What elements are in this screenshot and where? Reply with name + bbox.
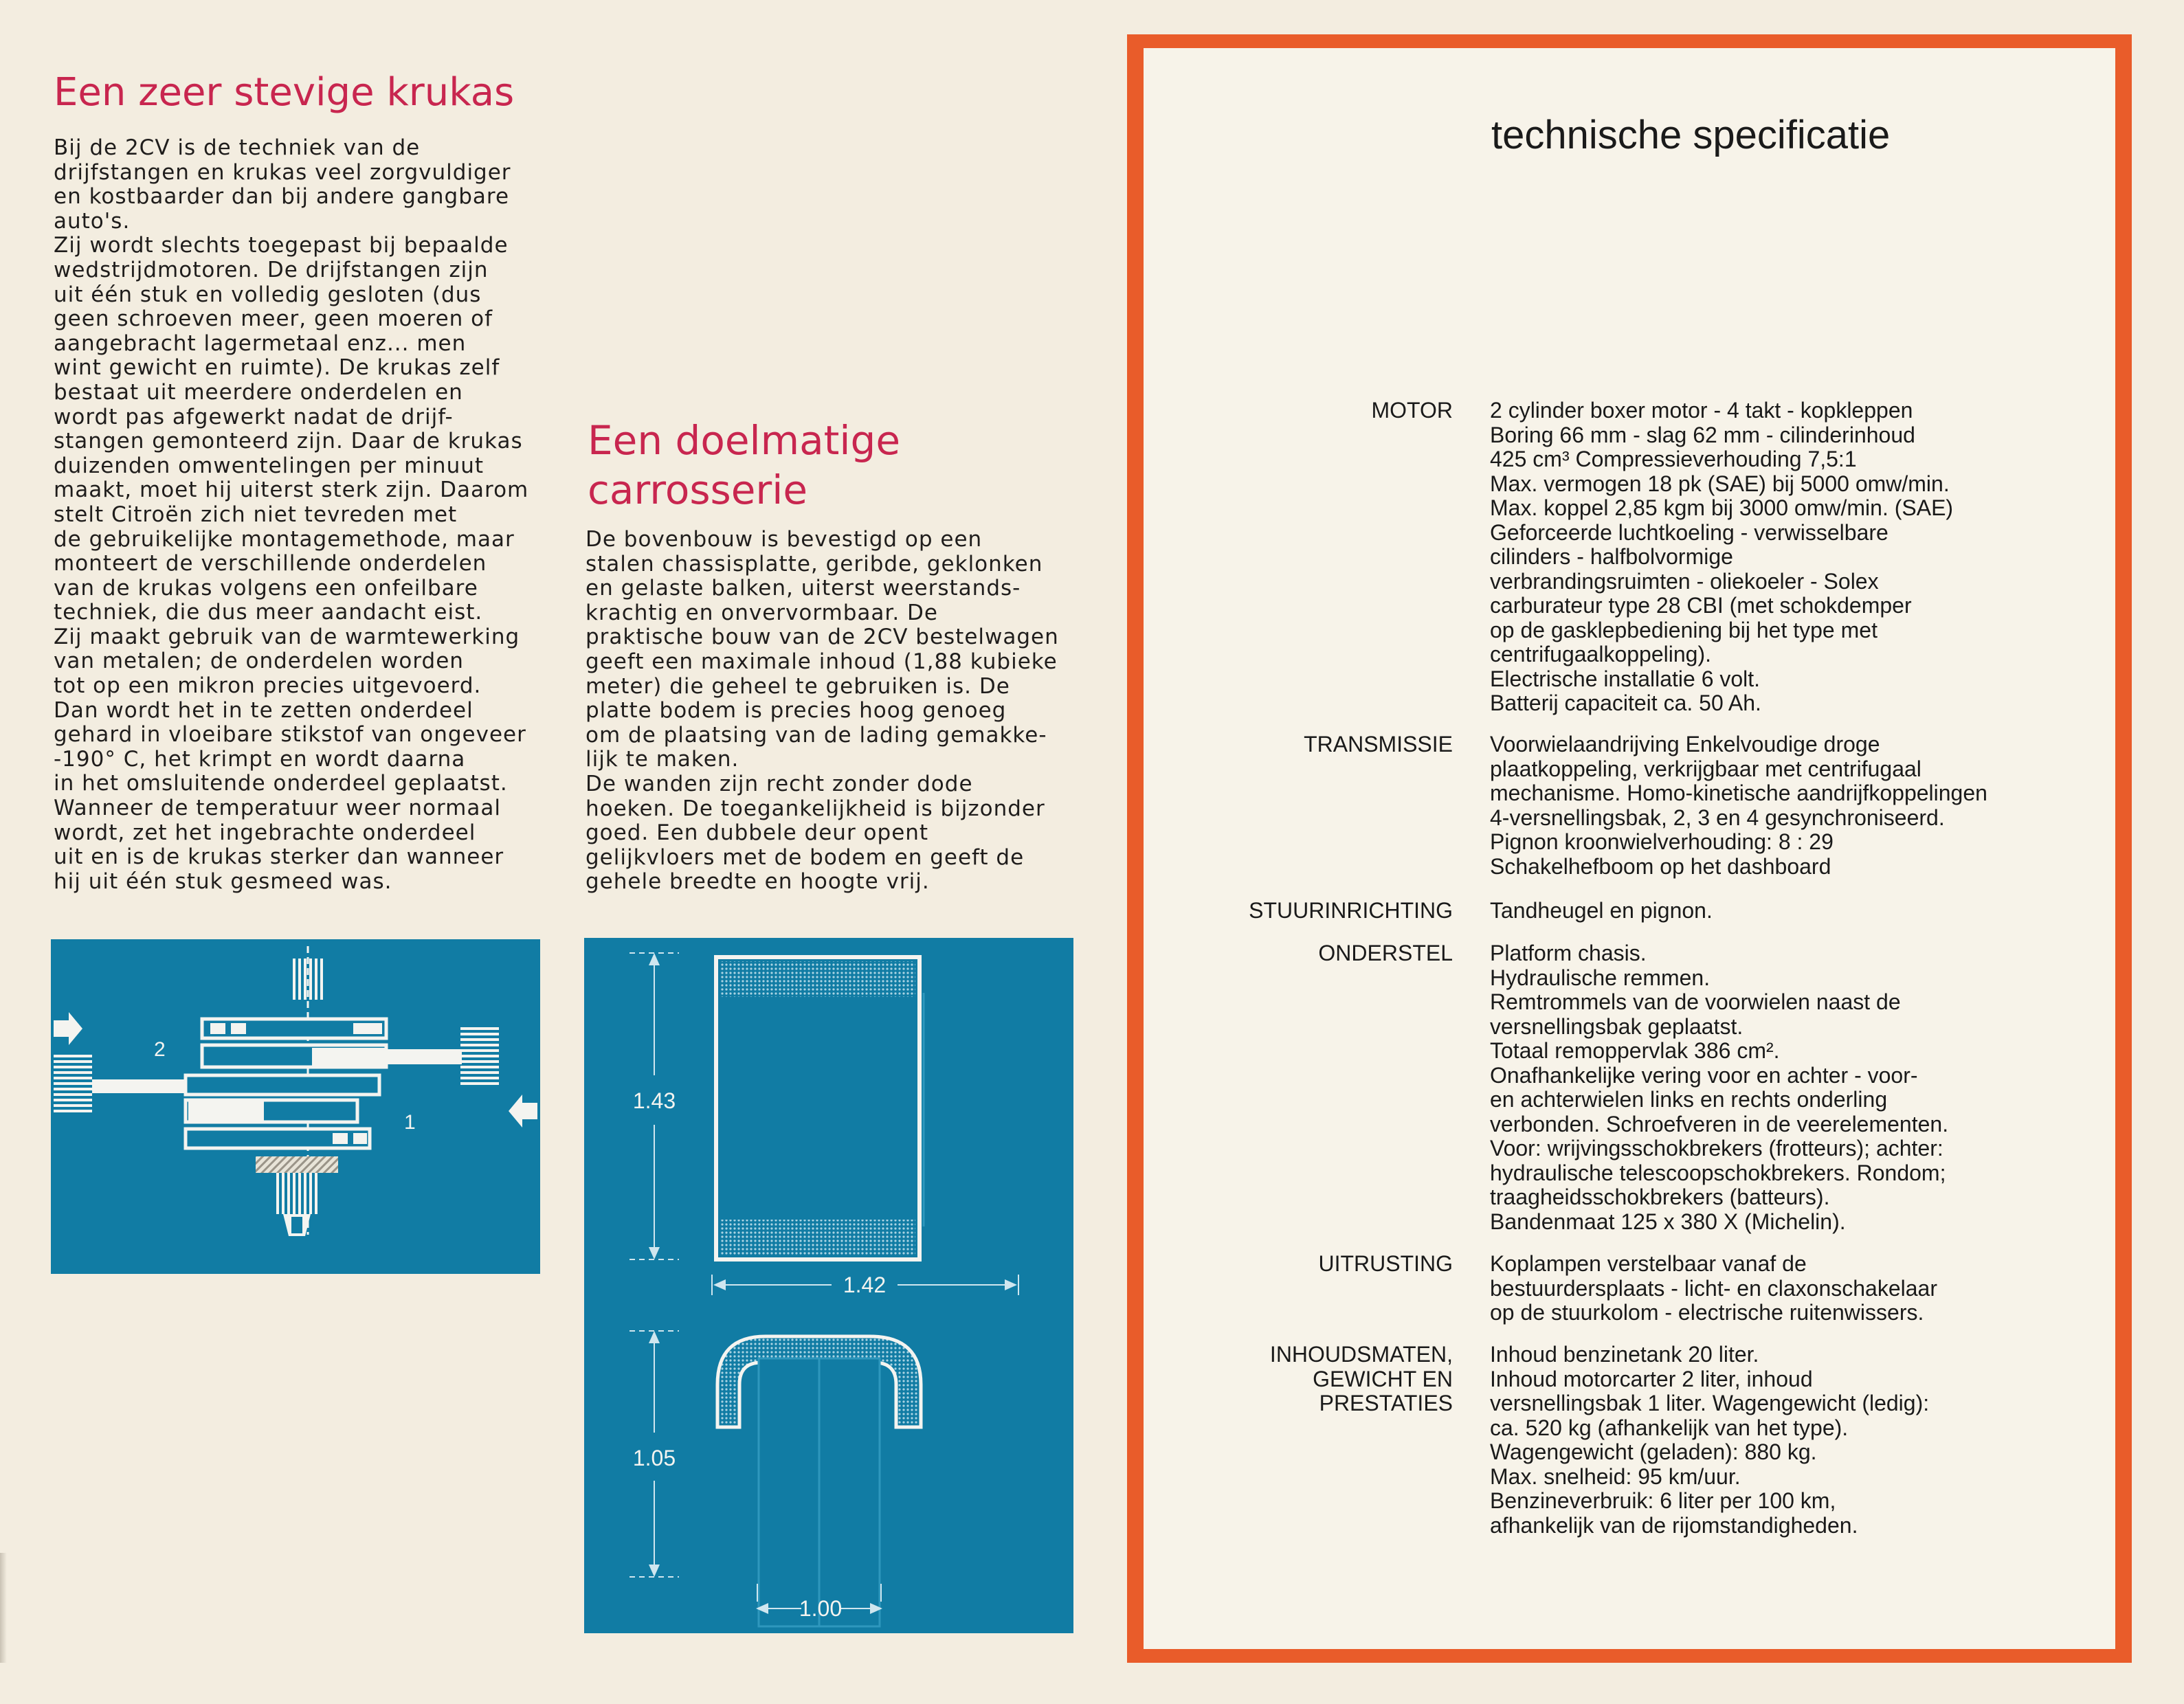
page-edge-shadow: [0, 1553, 7, 1663]
spec-label-transmissie: TRANSMISSIE: [1304, 732, 1453, 756]
dim-width-top: 1.42: [843, 1273, 887, 1297]
spec-value-stuurinrichting: Tandheugel en pignon.: [1490, 898, 1713, 923]
spec-value-uitrusting: Koplampen verstelbaar vanaf de bestuurdersplaats - licht- en claxonschakelaar op de stuurkolom - electrische ruitenwissers.: [1490, 1251, 1937, 1325]
crankshaft-diagram: [51, 939, 540, 1274]
spec-label-onderstel: ONDERSTEL: [1318, 941, 1453, 965]
heading-krukas: Een zeer stevige krukas: [54, 70, 515, 115]
spec-value-transmissie: Voorwielaandrijving Enkelvoudige droge plaatkoppeling, verkrijgbaar met centrifugaal mechanisme. Homo-kinetische aandrijfkoppelingen 4-versnellingsbak, 2, 3 en 4 gesynchroniseerd. Pignon kroonwielverhouding: 8 : 29 Schakelhefboom op het dashboard: [1490, 732, 1987, 879]
spec-value-onderstel: Platform chasis. Hydraulische remmen. Remtrommels van de voorwielen naast de versnellingsbak geplaatst. Totaal remoppervlak 386 cm². Onafhankelijke vering voor en achter - voor- en achterwielen links en rechts onderling verbonden. Schroefveren in de veerelementen. Voor: wrijvingsschokbrekers (frotteurs); achter: hydraulische telescoopschokbrekers. Rondom; traagheidsschokbrekers (batteurs). Bandenmaat 125 x 380 X (Michelin).: [1490, 941, 1949, 1234]
spec-value-inhoudsmaten: Inhoud benzinetank 20 liter. Inhoud motorcarter 2 liter, inhoud versnellingsbak 1 liter. Wagengewicht (ledig): ca. 520 kg (afhankelijk van het type). Wagengewicht (geladen): 880 kg. Max. snelheid: 95 km/uur. Benzineverbruik: 6 liter per 100 km, afhankelijk van de rijomstandigheden.: [1490, 1342, 1930, 1538]
heading-carrosserie-line2: carrosserie: [588, 467, 808, 513]
spec-label-uitrusting: UITRUSTING: [1318, 1251, 1453, 1276]
spec-label-inhoudsmaten: INHOUDSMATEN, GEWICHT EN PRESTATIES: [1269, 1342, 1453, 1415]
body-dimension-diagram: [584, 938, 1073, 1633]
label-2: 2: [154, 1038, 166, 1061]
spec-label-stuurinrichting: STUURINRICHTING: [1249, 898, 1453, 923]
spec-label-motor: MOTOR: [1371, 398, 1453, 423]
left-arrow-icon: [54, 1012, 82, 1045]
heading-carrosserie: [588, 416, 900, 515]
heading-carrosserie-line1: Een doelmatige: [588, 417, 901, 464]
right-arrow-icon: [509, 1095, 537, 1128]
dim-height-top: 1.43: [632, 1088, 676, 1113]
body-carrosserie: De bovenbouw is bevestigd op een stalen chassisplatte, geribde, geklonken en gelaste balken, uiterst weerstands- krachtig en onvervormbaar. De praktische bouw van de 2CV bestelwagen geeft een maximale inhoud (1,88 kubieke meter) die geheel te gebruiken is. De platte bodem is precies hoog genoeg om de plaatsing van de lading gemakke- lijk te maken. De wanden zijn recht zonder dode hoeken. De toegankelijkheid is bijzonder goed. Een dubbele deur opent gelijkvloers met de bodem en geeft de gehele breedte en hoogte vrij.: [586, 527, 1059, 895]
body-krukas: Bij de 2CV is de techniek van de drijfstangen en krukas veel zorgvuldiger en kostbaarder dan bij andere gangbare auto's. Zij wordt slechts toegepast bij bepaalde wedstrijdmotoren. De drijfstangen zijn uit één stuk en volledig gesloten (dus geen schroeven meer, geen moeren of aangebracht lagermetaal enz... men wint gewicht en ruimte). De krukas zelf bestaat uit meerdere onderdelen en wordt pas afgewerkt nadat de drijf- stangen gemonteerd zijn. Daar de krukas duizenden omwentelingen per minuut maakt, moet hij uiterst sterk zijn. Daarom stelt Citroën zich niet tevreden met de gebruikelijke montagemethode, maar monteert de verschillende onderdelen van de krukas volgens een onfeilbare techniek, die dus meer aandacht eist. Zij maakt gebruik van de warmtewerking van metalen; de onderdelen worden tot op een mikron precies uitgevoerd. Dan wordt het in te zetten onderdeel gehard in vloeibare stikstof van ongeveer -190° C, het krimpt en wordt daarna in het omsluitende onderdeel geplaatst. Wanneer de temperatuur weer normaal wordt, zet het ingebrachte onderdeel uit en is de krukas sterker dan wanneer hij uit één stuk gesmeed was.: [54, 135, 529, 894]
spec-value-motor: 2 cylinder boxer motor - 4 takt - kopkleppen Boring 66 mm - slag 62 mm - cilinderinhoud 425 cm³ Compressieverhouding 7,5:1 Max. vermogen 18 pk (SAE) bij 5000 omw/min. Max. koppel 2,85 kgm bij 3000 omw/min. (SAE) Geforceerde luchtkoeling - verwisselbare cilinders - halfbolvormige verbrandingsruimten - oliekoeler - Solex carburateur type 28 CBI (met schokdemper op de gasklepbediening bij het type met centrifugaalkoppeling). Electrische installatie 6 volt. Batterij capaciteit ca. 50 Ah.: [1490, 398, 1954, 715]
dim-height-bottom: 1.05: [632, 1446, 676, 1470]
label-1: 1: [404, 1111, 416, 1134]
spec-title: technische specificatie: [1491, 113, 1891, 157]
dim-width-bottom: 1.00: [799, 1596, 843, 1621]
